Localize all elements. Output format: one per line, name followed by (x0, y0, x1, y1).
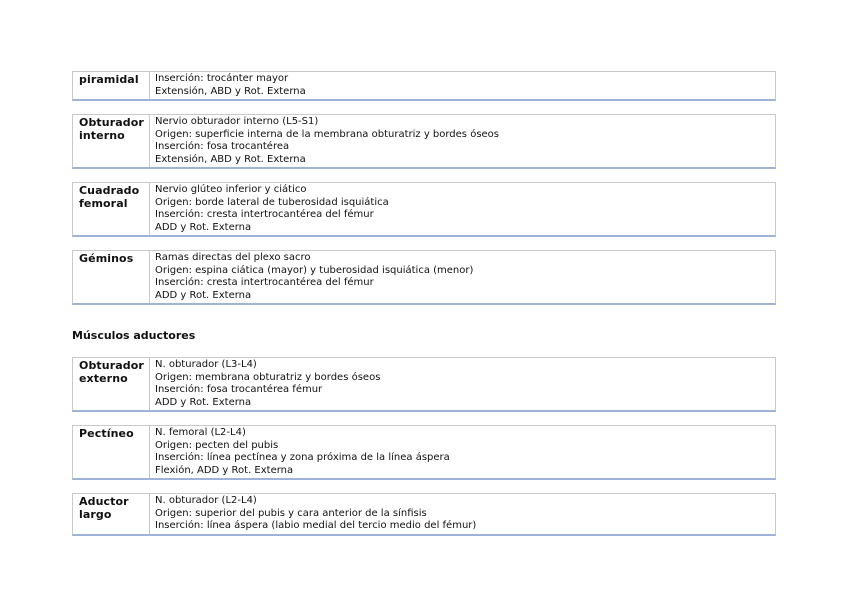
muscle-name: Obturador externo (73, 358, 150, 410)
muscle-details (150, 358, 775, 410)
muscle-name: piramidal (73, 72, 150, 99)
muscle-card-piramidal (72, 71, 776, 101)
detail-line: Inserción: cresta intertrocantérea del fémur (155, 277, 374, 288)
muscle-card-cuadrado-femoral (72, 182, 776, 237)
document-page (72, 71, 776, 549)
muscle-details (150, 494, 775, 534)
detail-line: N. femoral (L2-L4) (155, 427, 246, 438)
detail-line: N. obturador (L2-L4) (155, 495, 257, 506)
muscle-name: Géminos (73, 251, 150, 303)
detail-line: Origen: superior del pubis y cara anterior de la sínfisis (155, 507, 427, 519)
muscle-name: Pectíneo (73, 426, 150, 478)
muscle-card-pectineo (72, 425, 776, 480)
detail-line: Flexión, ADD y Rot. Externa (155, 464, 294, 476)
section-heading: Músculos aductores (72, 329, 196, 342)
detail-line: Origen: espina ciática (mayor) y tuberosidad isquiática (menor) (155, 264, 474, 276)
detail-line: Inserción: línea áspera (labio medial del tercio medio del fémur) (155, 520, 477, 531)
muscle-name: Obturador interno (73, 115, 150, 167)
detail-line: Inserción: cresta intertrocantérea del fémur (155, 209, 374, 220)
muscle-card-obturador-interno (72, 114, 776, 169)
detail-line: Origen: borde lateral de tuberosidad isquiática (155, 196, 389, 208)
detail-line: Nervio glúteo inferior y ciático (155, 184, 307, 195)
muscle-details (150, 183, 775, 235)
muscle-card-aductor-largo (72, 493, 776, 536)
muscle-details (150, 115, 775, 167)
detail-line: Inserción: fosa trocantérea (155, 141, 290, 152)
detail-line: Origen: pecten del pubis (155, 439, 279, 451)
muscle-card-geminos (72, 250, 776, 305)
detail-line: Inserción: trocánter mayor (155, 73, 289, 84)
detail-line: Inserción: línea pectínea y zona próxima de la línea áspera (155, 452, 450, 463)
detail-line: ADD y Rot. Externa (155, 396, 252, 408)
muscle-name: Aductor largo (73, 494, 150, 534)
detail-line: Extensión, ABD y Rot. Externa (155, 153, 306, 165)
detail-line: Inserción: fosa trocantérea fémur (155, 384, 323, 395)
detail-line: Origen: membrana obturatriz y bordes óseos (155, 371, 381, 383)
detail-line: Origen: superficie interna de la membrana obturatriz y bordes óseos (155, 128, 500, 140)
detail-line: N. obturador (L3-L4) (155, 359, 257, 370)
detail-line: Nervio obturador interno (L5-S1) (155, 116, 319, 127)
muscle-card-obturador-externo (72, 357, 776, 412)
muscle-details (150, 426, 775, 478)
detail-line: ADD y Rot. Externa (155, 221, 252, 233)
muscle-details (150, 72, 775, 99)
muscle-details (150, 251, 775, 303)
detail-line: Extensión, ABD y Rot. Externa (155, 85, 306, 97)
muscle-name: Cuadrado femoral (73, 183, 150, 235)
detail-line: Ramas directas del plexo sacro (155, 252, 311, 263)
detail-line: ADD y Rot. Externa (155, 289, 252, 301)
